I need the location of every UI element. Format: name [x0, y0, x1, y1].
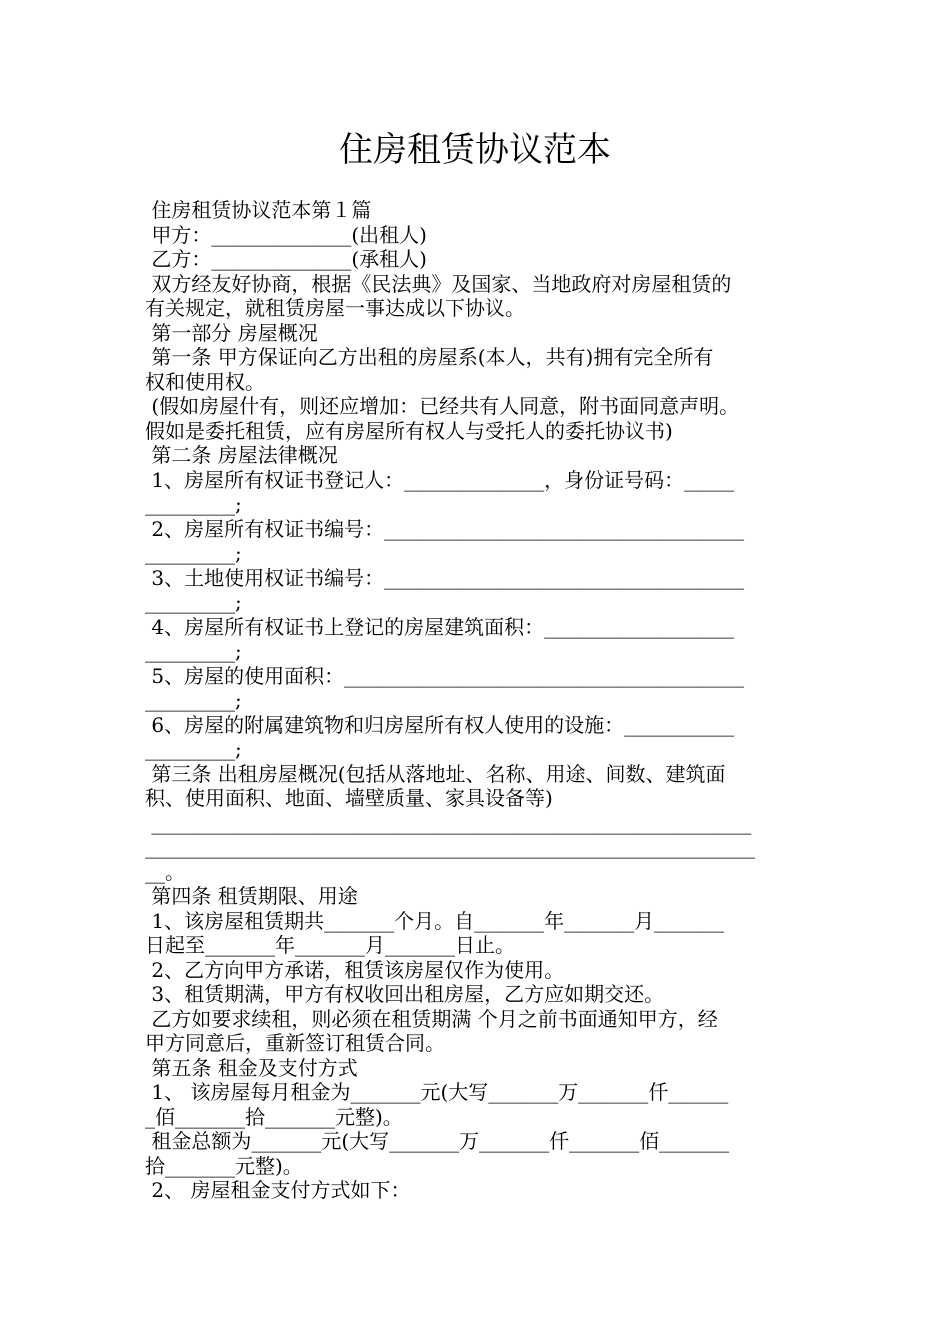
document-line: 住房租赁协议范本第１篇: [145, 198, 372, 222]
document-line: __。: [145, 859, 185, 884]
document-line: 甲方同意后，重新签订租赁合同。: [145, 1031, 445, 1055]
document-line: 乙方：______________(承租人): [145, 247, 427, 271]
document-line: ____________________________________________________________: [145, 810, 752, 835]
document-line: 拾_______元整)。: [145, 1153, 303, 1178]
document-line: _________;: [145, 688, 242, 712]
document-line: 1、该房屋租赁期共_______个月。自_______年_______月_______: [145, 908, 725, 933]
document-line: 日起至_______年_______月_______日止。: [145, 933, 515, 957]
document-line: 积、使用面积、地面、墙壁质量、家具设备等): [145, 786, 553, 810]
document-line: 有关规定，就租赁房屋一事达成以下协议。: [145, 296, 525, 320]
document-line: 甲方：______________(出租人): [145, 222, 427, 247]
document-line: 1、房屋所有权证书登记人：______________，身份证号码：_____: [145, 467, 735, 492]
document-line: 权和使用权。: [145, 369, 265, 394]
document-line: _________;: [145, 590, 242, 614]
document-line: 3、租赁期满，甲方有权收回出租房屋，乙方应如期交还。: [145, 982, 665, 1006]
document-body: [145, 198, 807, 1203]
document-line: 第四条 租赁期限、用途: [145, 884, 358, 908]
document-line: _________;: [145, 737, 242, 761]
document-line: 租金总额为_______元(大写_______万_______仟_______佰_______: [145, 1129, 730, 1153]
document-line: _____________________________________________________________: [145, 835, 755, 859]
document-line: 4、房屋所有权证书上登记的房屋建筑面积：___________________: [145, 614, 735, 639]
document-line: 2、房屋所有权证书编号：____________________________________: [145, 516, 745, 541]
document-line: _佰_______拾_______元整)。: [145, 1104, 403, 1129]
document-line: 乙方如要求续租，则必须在租赁期满 个月之前书面通知甲方，经: [145, 1006, 718, 1031]
document-line: 第一条 甲方保证向乙方出租的房屋系(本人，共有)拥有完全所有: [145, 345, 714, 369]
document-line: 5、房屋的使用面积：________________________________________: [145, 663, 745, 688]
document-line: 3、土地使用权证书编号：____________________________________: [145, 565, 745, 590]
document-line: 1、 该房屋每月租金为_______元(大写_______万_______仟______: [145, 1080, 729, 1104]
document-line: 第二条 房屋法律概况: [145, 443, 338, 467]
document-line: 第五条 租金及支付方式: [145, 1055, 358, 1080]
document-line: (假如房屋什有，则还应增加：已经共有人同意，附书面同意声明。: [145, 394, 740, 418]
document-line: 假如是委托租赁，应有房屋所有权人与受托人的委托协议书): [145, 418, 673, 443]
document-line: 2、 房屋租金支付方式如下：: [145, 1178, 411, 1202]
document-line: _________;: [145, 639, 242, 663]
document-line: 第三条 出租房屋概况(包括从落地址、名称、用途、间数、建筑面: [145, 761, 726, 786]
document-line: 双方经友好协商，根据《民法典》及国家、当地政府对房屋租赁的: [145, 271, 732, 296]
document-line: 第一部分 房屋概况: [145, 320, 318, 345]
document-line: _________;: [145, 492, 242, 516]
document-line: 2、乙方向甲方承诺，租赁该房屋仅作为使用。: [145, 957, 565, 982]
document-line: 6、房屋的附属建筑物和归房屋所有权人使用的设施：___________: [145, 712, 735, 737]
document-title: 住房租赁协议范本: [339, 130, 611, 170]
document-line: _________;: [145, 541, 242, 565]
